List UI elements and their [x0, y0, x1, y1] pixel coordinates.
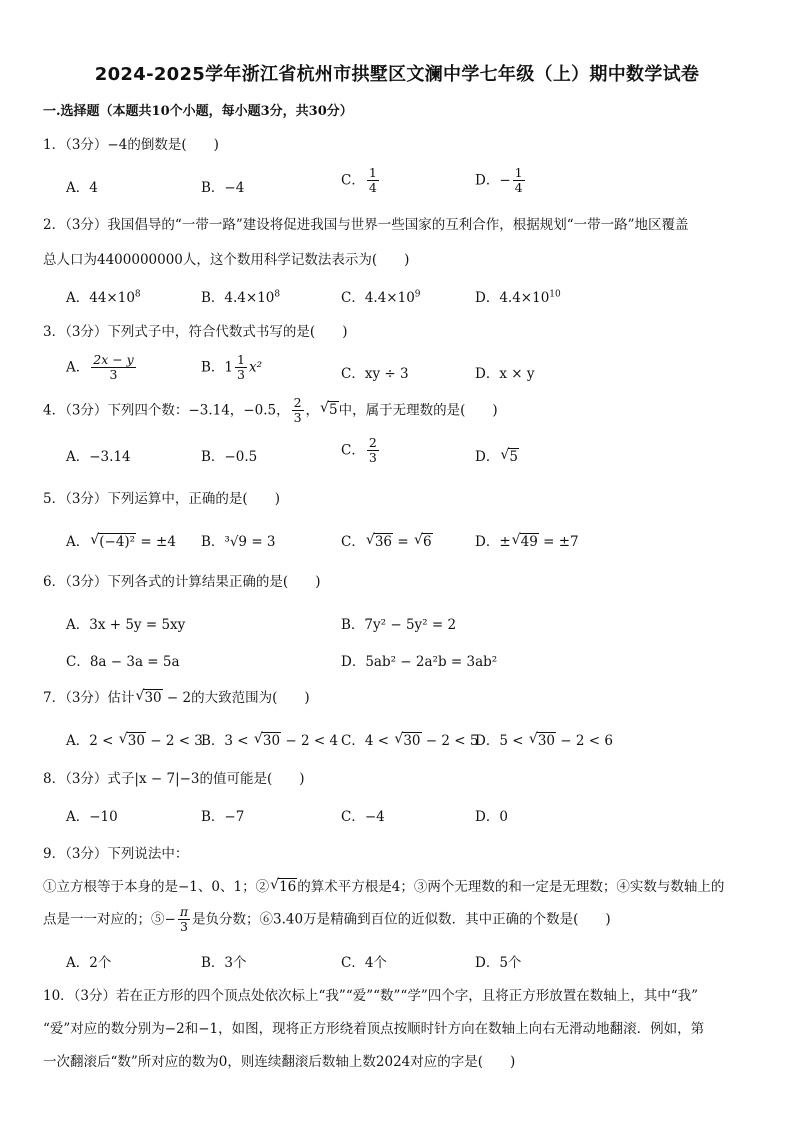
q9-option-b: B．3个 — [201, 955, 247, 971]
q5-option-a: A． √ (−4)² = ±4 — [66, 532, 176, 550]
q6-option-a: A．3x + 5y = 5xy — [66, 617, 186, 633]
question-9: 9．（3分）下列说法中： — [43, 846, 189, 862]
question-9-line-2: 点是一一对应的；⑤− $\frac{\pi}{3}$ 是负分数；⑥3.40万是精确到百位的近似数．其中正确的个数是( ) — [43, 904, 611, 935]
question-7: 7．（3分）估计 √ 30 − 2的大致范围为( ) — [43, 688, 310, 706]
q5-option-d: D．± √ 49 = ±7 — [475, 532, 579, 550]
q4-option-c: C． $\frac{2}{3}$ — [341, 435, 377, 466]
question-8: 8．（3分）式子|x − 7|−3的值可能是( ) — [43, 771, 305, 787]
q4-option-b: B．−0.5 — [201, 449, 258, 465]
q8-option-d: D．0 — [475, 809, 508, 825]
q8-option-a: A．−10 — [66, 809, 118, 825]
q3-option-b: B．1 $\frac{1}{3}$ x² — [201, 352, 262, 383]
q1-option-b: B．−4 — [201, 180, 245, 196]
question-5: 5．（3分）下列运算中，正确的是( ) — [43, 491, 280, 507]
q4-option-a: A．−3.14 — [66, 449, 131, 465]
q3-option-a: A． $\frac{2x - y}{3}$ — [66, 352, 134, 383]
q1-option-d: D．− $\frac{1}{4}$ — [475, 165, 523, 196]
q6-option-c: C．8a − 3a = 5a — [66, 654, 180, 670]
q1-option-a: A．4 — [66, 180, 98, 196]
q7-option-b: B．3 < √ 30 − 2 < 4 — [201, 731, 339, 749]
question-1: 1．（3分）−4的倒数是( ) — [43, 137, 219, 153]
q2-option-d: D．$4.4\times 10^{10}$ — [475, 289, 561, 306]
q6-option-d: D．5ab² − 2a²b = 3ab² — [341, 654, 498, 670]
q7-option-c: C．4 < √ 30 − 2 < 5 — [341, 731, 479, 749]
q5-option-c: C． √ 36 = √ 6 — [341, 532, 432, 550]
q9-option-c: C．4个 — [341, 955, 387, 971]
exam-title: 2024-2025学年浙江省杭州市拱墅区文澜中学七年级（上）期中数学试卷 — [94, 64, 700, 85]
q9-option-d: D．5个 — [475, 955, 522, 971]
question-3: 3．（3分）下列式子中，符合代数式书写的是( ) — [43, 324, 348, 340]
q8-option-c: C．−4 — [341, 809, 385, 825]
q2-option-a: A．$44\times 10^8$ — [66, 289, 141, 306]
question-9-line-1: ①立方根等于本身的是−1、0、1；② √ 16的算术平方根是4；③两个无理数的和一定是无理数；④实数与数轴上的 — [43, 877, 725, 895]
q4-option-d: D． √ 5 — [475, 447, 518, 465]
question-10-line-2: “爱”对应的数分别为−2和−1，如图，现将正方形绕着顶点按顺时针方向在数轴上向右无滑动地翻滚．例如，第 — [43, 1021, 705, 1037]
question-2-line-2: 总人口为4400000000人，这个数用科学记数法表示为( ) — [43, 252, 410, 268]
question-10-line-3: 一次翻滚后“数”所对应的数为0，则连续翻滚后数轴上数2024对应的字是( ) — [43, 1054, 516, 1070]
question-10-line-1: 10．（3分）若在正方形的四个顶点处依次标上“我”“爱”“数”“学”四个字，且将正方形放置在数轴上，其中“我” — [43, 988, 699, 1004]
q7-option-d: D．5 < √ 30 − 2 < 6 — [475, 731, 613, 749]
section-heading: 一.选择题（本题共10个小题，每小题3分，共30分） — [43, 104, 353, 119]
q8-option-b: B．−7 — [201, 809, 245, 825]
q5-option-b: B．³√9 = 3 — [201, 534, 276, 550]
q7-option-a: A．2 < √ 30 − 2 < 3 — [66, 731, 203, 749]
q3-option-c: C．xy ÷ 3 — [341, 366, 409, 382]
question-6: 6．（3分）下列各式的计算结果正确的是( ) — [43, 574, 321, 590]
question-4: 4．（3分）下列四个数：−3.14，−0.5， $\frac{2}{3}$ ， √ 5中，属于无理数的是( ) — [43, 395, 498, 426]
q2-option-b: B．$4.4\times 10^8$ — [201, 289, 281, 306]
q3-option-d: D．x × y — [475, 366, 535, 382]
q9-option-a: A．2个 — [66, 955, 112, 971]
q1-option-c: C． $\frac{1}{4}$ — [341, 165, 377, 196]
question-2-line-1: 2．（3分）我国倡导的“一带一路”建设将促进我国与世界一些国家的互利合作，根据规划“一带一路”地区覆盖 — [43, 217, 689, 233]
q6-option-b: B．7y² − 5y² = 2 — [341, 617, 457, 633]
q2-option-c: C．$4.4\times 10^9$ — [341, 289, 421, 306]
